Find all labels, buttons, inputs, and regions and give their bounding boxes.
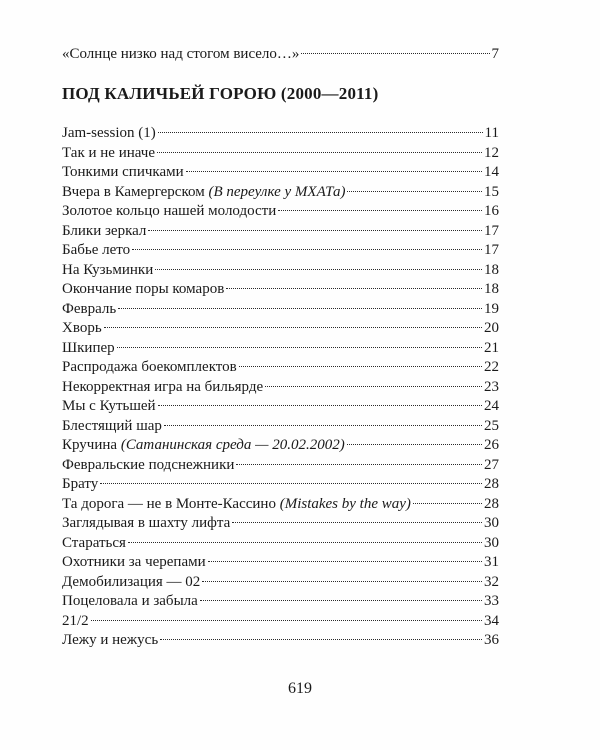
toc-entry (62, 260, 499, 280)
toc-entry-page: 28 (484, 476, 499, 492)
dot-leader (104, 327, 482, 328)
toc-entry-title: Некорректная игра на бильярде (62, 378, 264, 395)
dot-leader (100, 483, 482, 484)
toc-entry-title: Кручина (Сатанинская среда — 20.02.2002) (62, 437, 345, 453)
toc-entry-page: 15 (484, 183, 499, 200)
toc-entry-title: Охотники за черепами (62, 554, 206, 570)
toc-entry (62, 552, 499, 572)
dot-leader (202, 581, 482, 582)
toc-entry-page: 7 (491, 46, 499, 62)
dot-leader (91, 620, 482, 621)
page-number: 619 (288, 680, 312, 697)
section-heading: ПОД КАЛИЧЬЕЙ ГОРОЮ (2000—2011) (62, 84, 379, 103)
toc-entry-title: Блестящий шар (62, 417, 162, 434)
toc-entry-title: Так и не иначе (62, 144, 156, 161)
toc-entry (62, 494, 499, 514)
toc-entry (62, 396, 499, 416)
toc-entry (62, 143, 499, 163)
dot-leader (158, 405, 482, 406)
toc-entry-title: Хворь (62, 320, 102, 336)
toc-entry (62, 474, 499, 494)
toc-entry-title: Шкипер (62, 339, 115, 356)
dot-leader (265, 386, 482, 387)
toc-entry-title: Брату (62, 476, 99, 492)
toc-entry-title: Февральские подснежники (62, 456, 235, 473)
toc-entry-page: 30 (484, 534, 499, 551)
toc-entry (62, 416, 499, 436)
toc-entry (62, 455, 499, 475)
dot-leader (200, 600, 482, 601)
toc-entry-title: Февраль (62, 300, 117, 317)
dot-leader (347, 191, 482, 192)
toc-entry (62, 513, 499, 533)
dot-leader (158, 132, 483, 133)
toc-entry-page: 11 (484, 125, 499, 141)
toc-entry (62, 357, 499, 377)
toc-entry-title: «Солнце низко над стогом висело…» (62, 46, 300, 62)
dot-leader (164, 425, 482, 426)
toc-entry-title: На Кузьминки (62, 261, 154, 278)
toc-entry-page: 18 (484, 261, 499, 278)
toc-entry (62, 377, 499, 397)
toc-entry-title: Поцеловала и забыла (62, 593, 198, 609)
toc-entry-page: 36 (484, 632, 499, 648)
toc-entry-page: 28 (484, 495, 499, 512)
dot-leader (278, 210, 482, 211)
toc-entry (62, 299, 499, 319)
toc-entry (62, 201, 499, 221)
dot-leader (117, 347, 482, 348)
toc-entry-page: 20 (484, 320, 499, 336)
toc-entry-page: 27 (484, 456, 499, 473)
toc-entry-page: 17 (484, 242, 499, 258)
dot-leader (118, 308, 482, 309)
dot-leader (132, 249, 482, 250)
toc-entry (62, 318, 499, 338)
toc-entry-title: Бабье лето (62, 242, 131, 258)
toc-entry-title: Мы с Кутьшей (62, 398, 156, 414)
toc-entry (62, 123, 499, 143)
toc-entry-page: 32 (484, 573, 499, 590)
dot-leader (155, 269, 482, 270)
dot-leader (232, 522, 482, 523)
toc-entry-page: 31 (484, 554, 499, 570)
toc-entry-page: 34 (484, 612, 499, 629)
toc-entry (62, 533, 499, 553)
toc-entry-title: Тонкими спичками (62, 164, 184, 180)
toc-entry (62, 240, 499, 260)
dot-leader (301, 53, 489, 54)
dot-leader (347, 444, 482, 445)
toc-entry-page: 18 (484, 281, 499, 297)
toc-entry-page: 26 (484, 437, 499, 453)
toc-entry (62, 591, 499, 611)
toc-entry-title: 21/2 (62, 612, 89, 629)
toc-entry-page: 16 (484, 203, 499, 219)
toc-entry-title: Распродажа боекомплектов (62, 359, 237, 375)
toc-entry-page: 19 (484, 300, 499, 317)
dot-leader (413, 503, 482, 504)
dot-leader (148, 230, 482, 231)
toc-entry-page: 24 (484, 398, 499, 414)
dot-leader (157, 152, 482, 153)
toc-entry (62, 338, 499, 358)
toc-entry-page: 25 (484, 417, 499, 434)
dot-leader (226, 288, 482, 289)
toc-entry (62, 630, 499, 650)
toc-entry-title: Демобилизация — 02 (62, 573, 201, 590)
dot-leader (128, 542, 482, 543)
toc-entry-page: 23 (484, 378, 499, 395)
toc-entry-title: Та дорога — не в Монте-Кассино (Mistakes by the way) (62, 495, 411, 512)
toc-entry-title: Золотое кольцо нашей молодости (62, 203, 277, 219)
dot-leader (239, 366, 482, 367)
toc-entry (62, 182, 499, 202)
toc-entry-title: Лежу и нежусь (62, 632, 159, 648)
toc-entry-top (62, 44, 499, 64)
toc-entry (62, 279, 499, 299)
toc-entry-page: 22 (484, 359, 499, 375)
toc-entry (62, 572, 499, 592)
toc-entry-title: Заглядывая в шахту лифта (62, 515, 231, 531)
toc-entry-title: Стараться (62, 534, 126, 551)
toc-entry (62, 435, 499, 455)
dot-leader (236, 464, 482, 465)
toc-entry-title: Jam-session (1) (62, 125, 156, 141)
toc-entry (62, 611, 499, 631)
toc-entry-page: 12 (484, 144, 499, 161)
toc-entry-title: Блики зеркал (62, 222, 147, 239)
dot-leader (208, 561, 482, 562)
toc-entry-page: 21 (484, 339, 499, 356)
toc-entry-title: Окончание поры комаров (62, 281, 225, 297)
toc-entry-page: 17 (484, 222, 499, 239)
toc-entry (62, 221, 499, 241)
toc-entry-page: 30 (484, 515, 499, 531)
dot-leader (160, 639, 482, 640)
toc-entry-page: 14 (484, 164, 499, 180)
dot-leader (186, 171, 482, 172)
toc-entry-page: 33 (484, 593, 499, 609)
toc-entry-title: Вчера в Камергерском (В переулке у МХАТа) (62, 183, 346, 200)
toc-entry (62, 162, 499, 182)
